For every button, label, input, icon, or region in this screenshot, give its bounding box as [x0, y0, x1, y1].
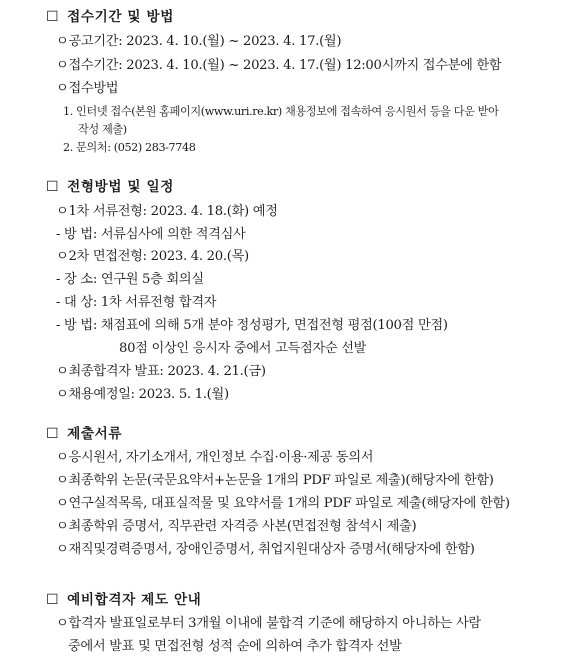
line-contact: 2. 문의처: (052) 283-7748	[63, 141, 196, 154]
section-heading-application	[46, 8, 174, 26]
line-reserve-rule-cont: 중에서 발표 및 면접전형 성적 순에 의하여 추가 합격자 선발	[68, 639, 402, 654]
checkbox-square-icon: ☐	[46, 592, 60, 608]
line-interview-place: - 장 소: 연구원 5층 회의실	[56, 272, 204, 287]
section-heading-reserve	[46, 591, 201, 609]
checkbox-square-icon: ☐	[46, 426, 60, 442]
line-hiring-date: ㅇ채용예정일: 2023. 5. 1.(월)	[56, 387, 229, 402]
line-online-application-cont: 작성 제출)	[78, 123, 127, 136]
line-interview-method: - 방 법: 채점표에 의해 5개 분야 정성평가, 면접전형 평점(100점 만점)	[56, 318, 448, 333]
line-final-announcement: ㅇ최종합격자 발표: 2023. 4. 21.(금)	[56, 364, 266, 379]
checkbox-square-icon: ☐	[46, 9, 60, 25]
line-interview: ㅇ2차 면접전형: 2023. 4. 20.(목)	[56, 249, 249, 264]
line-online-application: 1. 인터넷 접수(본원 홈페이지(www.uri.re.kr) 채용정보에 접속하여 응시원서 등을 다운 받아	[63, 105, 499, 118]
section-heading-documents	[46, 425, 122, 443]
line-document-screening: ㅇ1차 서류전형: 2023. 4. 18.(화) 예정	[56, 204, 278, 219]
section-title: 제출서류	[67, 426, 123, 442]
line-application-period: ㅇ접수기간: 2023. 4. 10.(월) ~ 2023. 4. 17.(월) 12:00시까지 접수분에 한함	[56, 58, 502, 73]
section-title: 예비합격자 제도 안내	[67, 592, 202, 608]
line-posting-period: ㅇ공고기간: 2023. 4. 10.(월) ~ 2023. 4. 17.(월)	[56, 34, 342, 49]
line-interview-target: - 대 상: 1차 서류전형 합격자	[56, 295, 217, 310]
line-doc-thesis: ㅇ최종학위 논문(국문요약서+논문을 1개의 PDF 파일로 제출)(해당자에 한함)	[56, 473, 494, 488]
section-heading-schedule	[46, 178, 174, 196]
line-doc-application: ㅇ응시원서, 자기소개서, 개인정보 수집·이용·제공 동의서	[56, 450, 374, 465]
line-doc-degree: ㅇ최종학위 증명서, 직무관련 자격증 사본(면접전형 참석시 제출)	[56, 519, 417, 534]
section-title: 접수기간 및 방법	[67, 9, 174, 25]
line-application-method: ㅇ접수방법	[56, 81, 119, 96]
line-interview-method-cont: 80점 이상인 응시자 중에서 고득점자순 선발	[119, 341, 367, 356]
line-reserve-rule: ㅇ합격자 발표일로부터 3개월 이내에 불합격 기준에 해당하지 아니하는 사람	[56, 616, 481, 631]
checkbox-square-icon: ☐	[46, 179, 60, 195]
line-doc-research: ㅇ연구실적목록, 대표실적물 및 요약서를 1개의 PDF 파일로 제출(해당자에 한함)	[56, 496, 510, 511]
section-title: 전형방법 및 일정	[67, 179, 174, 195]
line-screening-method: - 방 법: 서류심사에 의한 적격심사	[56, 227, 246, 242]
line-doc-employment: ㅇ재직및경력증명서, 장애인증명서, 취업지원대상자 증명서(해당자에 한함)	[56, 542, 475, 557]
